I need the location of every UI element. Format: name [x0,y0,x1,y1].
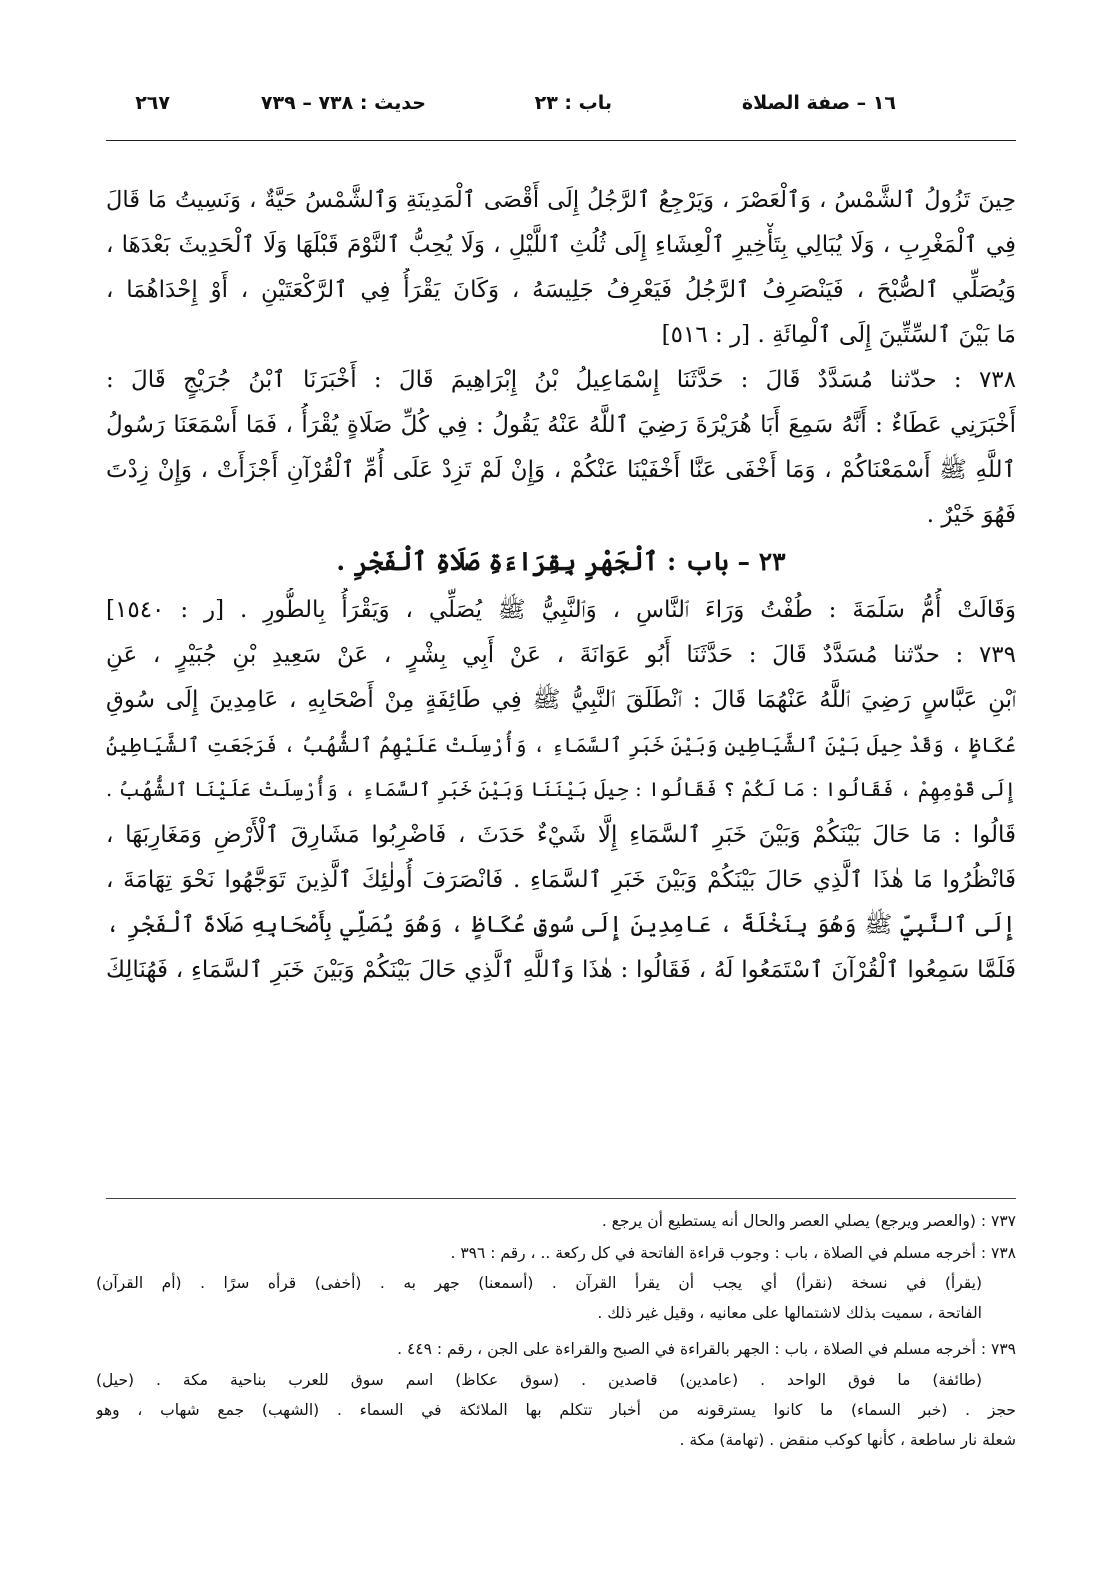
text-line: مَا بَيْنَ ٱلسِّتِّينَ إِلَى ٱلْمِائَةِ . [ر : ٥١٦] [661,322,1016,348]
header-rule [106,140,1016,141]
hadith-738-line: ٧٣٨ : حدّثنا مُسَدَّدٌ قَالَ : حَدَّثَنَا إِسْمَاعِيلُ بْنُ إِبْرَاهِيمَ قَالَ : أَخْبَرَنَا ٱبْنُ جُرَيْجٍ قَالَ : [106,367,1016,393]
text-line: وَيُصَلِّي ٱلصُّبْحَ ، فَيَنْصَرِفُ ٱلرَّجُلُ فَيَعْرِفُ جَلِيسَهُ ، وَكَانَ يَقْرَأُ فِي ٱلرَّكْعَتَيْنِ ، أَوْ إِحْدَاهُمَا ، [106,277,1016,303]
text-line: فَهُوَ خَيْرٌ . [926,502,1016,528]
hadith-range: حديث : ٧٣٨ – ٧٣٩ [260,92,426,114]
text-line: أَخْبَرَنِي عَطَاءٌ : أَنَّهُ سَمِعَ أَبَا هُرَيْرَةَ رَضِيَ ٱللَّهُ عَنْهُ يَقُولُ : فِي كُلِّ صَلَاةٍ يُقْرَأُ ، فَمَا أَسْمَعَنَا رَسُولُ [106,412,1016,438]
running-header [106,86,1016,126]
footnote-text: الفاتحة ، سميت بذلك لاشتمالها على معانيه ، وقيل غير ذلك . [597,1304,982,1322]
text-line: عُكَاظٍ ، وَقَدْ حِيلَ بَيْنَ ٱلشَّيَاطِينِ وَبَيْنَ خَبَرِ ٱلسَّمَاءِ ، وَأُرْسِلَتْ عَلَيْهِمُ ٱلشُّهُبُ ، فَرَجَعَتِ ٱلشَّيَاطِينُ [106,733,1016,757]
footnote-rule [106,1198,1016,1199]
text-line: فَانْظُرُوا مَا هٰذَا ٱلَّذِي حَالَ بَيْنَكُمْ وَبَيْنَ خَبَرِ ٱلسَّمَاءِ . فَانْصَرَفَ أُولٰئِكَ ٱلَّذِينَ تَوَجَّهُوا نَحْوَ تِهَامَةَ ، [106,867,1016,893]
text-line: إِلَى قَوْمِهِمْ ، فَقَالُوا : مَا لَكُمْ ؟ فَقَالُوا : حِيلَ بَيْنَنَا وَبَيْنَ خَبَرِ ٱلسَّمَاءِ ، وَأُرْسِلَتْ عَلَيْنَا ٱلشُّهُبُ . [106,778,1016,801]
footnote-text: شعلة نار ساطعة ، كأنها كوكب منقض . (تهامة) مكة . [679,1431,1016,1449]
page-number: ٢٦٧ [135,92,170,114]
text-line: إِلَى ٱلنَّبِيِّ ﷺ وَهُوَ بِنَخْلَةَ ، عَامِدِينَ إِلَى سُوقِ عُكَاظٍ ، وَهُوَ يُصَلِّي بِأَصْحَابِهِ صَلَاةَ ٱلْفَجْرِ ، [106,912,1016,938]
text-line: ٱبْنِ عَبَّاسٍ رَضِيَ ٱللَّهُ عَنْهُمَا قَالَ : ٱنْطَلَقَ ٱلنَّبِيُّ ﷺ فِي طَائِفَةٍ مِنْ أَصْحَابِهِ ، عَامِدِينَ إِلَى سُوقِ [106,687,1016,713]
footnote-text: حجز . (خبر السماء) ما كانوا يسترقونه من أخبار تتكلم بها الملائكة في السماء . (الشهب) جمع شهاب ، وهو [96,1401,1016,1419]
footnote-739: ٧٣٩ : أخرجه مسلم في الصلاة ، باب : الجهر بالقراءة في الصبح والقراءة على الجن ، رقم : ٤٤٩ . [397,1340,1016,1358]
footnote-737: ٧٣٧ : (والعصر ويرجع) يصلي العصر والحال أنه يستطيع أن يرجع . [601,1212,1016,1230]
text-line: قَالُوا : مَا حَالَ بَيْنَكُمْ وَبَيْنَ خَبَرِ ٱلسَّمَاءِ إِلَّا شَيْءٌ حَدَثَ ، فَاضْرِبُوا مَشَارِقَ ٱلْأَرْضِ وَمَغَارِبَهَا ، [106,822,1016,848]
footnote-738: ٧٣٨ : أخرجه مسلم في الصلاة ، باب : وجوب قراءة الفاتحة في كل ركعة .. ، رقم : ٣٩٦ . [450,1244,1016,1262]
footnote-text: (يقرأ) في نسخة (نقرأ) أي يجب أن يقرأ القرآن . (أسمعنا) جهر به . (أخفى) قرأه سرًا . (أم القرآن) [96,1274,982,1292]
footnote-text: (طائفة) ما فوق الواحد . (عامدين) قاصدين . (سوق عكاظ) اسم سوق للعرب بناحية مكة . (حيل) [96,1371,982,1389]
text-line: ٱللَّهِ ﷺ أَسْمَعْنَاكُمْ ، وَمَا أَخْفَى عَنَّا أَخْفَيْنَا عَنْكُمْ ، وَإِنْ لَمْ تَزِدْ عَلَى أُمِّ ٱلْقُرْآنِ أَجْزَأَتْ ، وَإِنْ زِدْتَ [106,457,1016,483]
chapter-title: ١٦ – صفة الصلاة [741,92,896,114]
hadith-739-line: ٧٣٩ : حدّثنا مُسَدَّدٌ قَالَ : حَدَّثَنَا أَبُو عَوَانَةَ ، عَنْ أَبِي بِشْرٍ ، عَنْ سَعِيدِ بْنِ جُبَيْرٍ ، عَنِ [106,642,1016,668]
section-heading: ٢٣ – باب : ٱلْجَهْرِ بِقِرَاءَةِ صَلَاةِ ٱلْفَجْرِ . [336,547,786,576]
text-line: وَقَالَتْ أُمُّ سَلَمَةَ : طُفْتُ وَرَاءَ ٱلنَّاسِ ، وَٱلنَّبِيُّ ﷺ يُصَلِّي ، وَيَقْرَأُ بِالطُّورِ . [ر : ١٥٤٠] [106,597,1016,623]
text-line: فَلَمَّا سَمِعُوا ٱلْقُرْآنَ ٱسْتَمَعُوا لَهُ ، فَقَالُوا : هٰذَا وَٱللَّهِ ٱلَّذِي حَالَ بَيْنَكُمْ وَبَيْنَ خَبَرِ ٱلسَّمَاءِ ، فَهُنَالِكَ [106,957,1016,983]
bab-number: باب : ٢٣ [534,92,612,114]
text-line: فِي ٱلْمَغْرِبِ ، وَلَا يُبَالِي بِتَأْخِيرِ ٱلْعِشَاءِ إِلَى ثُلُثِ ٱللَّيْلِ ، وَلَا يُحِبُّ ٱلنَّوْمَ قَبْلَهَا وَلَا ٱلْحَدِيثَ بَعْدَهَا ، [106,232,1016,258]
text-line: حِينَ تَزُولُ ٱلشَّمْسُ ، وَٱلْعَصْرَ ، وَيَرْجِعُ ٱلرَّجُلُ إِلَى أَقْصَى ٱلْمَدِينَةِ وَٱلشَّمْسُ حَيَّةٌ ، وَنَسِيتُ مَا قَالَ [106,187,1016,213]
